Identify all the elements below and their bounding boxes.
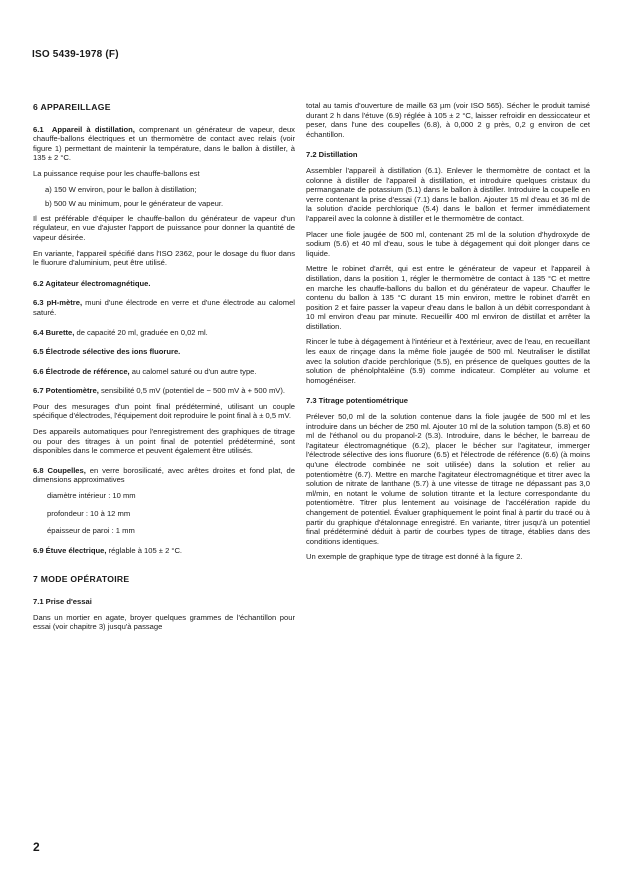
section-6-2: 6.2 Agitateur électromagnétique. <box>33 278 151 288</box>
s72-paragraph-3: Mettre le robinet d'arrêt, qui est entre le générateur de vapeur et l'appareil à distillation, dans la position 1, régler le thermomètre de contact à 135 °C et mettre en marche les chauffe-ballons du ballon et du générateur de vapeur. Chauffer le contenu du ballon à 135 °C durant 15 min environ, mettre le robinet d'arrêt en position 2 et faire passer la vapeur d'eau dans le ballon à un débit correspondant à 10 ml environ d'eau par minute. Recueillir 400 ml environ de distillat et arrêter la distillation. <box>306 264 590 331</box>
s68-heading: 6.8 Coupelles, <box>33 465 86 475</box>
s63-body: muni d'une électrode en verre et d'une électrode au calomel saturé. <box>33 298 295 317</box>
document-id: ISO 5439-1978 (F) <box>32 49 119 60</box>
s61-body: comprenant un générateur de vapeur, deux chauffe-ballons électriques et un thermomètre de contact avec relais (voir figure 1) permettant de maintenir la température, dans le ballon à distiller, à 135 ± 2 °C. <box>33 124 295 163</box>
s69-body: réglable à 105 ± 2 °C. <box>106 545 183 555</box>
dimension-diameter: diamètre intérieur : 10 mm <box>47 491 136 501</box>
continued-paragraph: total au tamis d'ouverture de maille 63 µm (voir ISO 565). Sécher le produit tamisé durant 2 h dans l'étuve (6.9) réglée à 105 ± 2 °C, laisser refroidir en dessiccateur et peser, dans l'une des coupelles (6.8), à 0,000 2 g près, 0,2 g environ de cet échantillon. <box>306 101 590 139</box>
s73-paragraph-2: Un exemple de graphique type de titrage est donné à la figure 2. <box>306 552 523 562</box>
s61-number: 6.1 <box>33 124 44 134</box>
section-6-7 <box>33 386 295 396</box>
s61-heading: Appareil à distillation, <box>51 124 135 134</box>
section-7-2-title: 7.2 Distillation <box>306 150 358 160</box>
section-6-4 <box>33 328 295 338</box>
power-item-b: b) 500 W au minimum, pour le générateur de vapeur. <box>45 199 224 209</box>
s72-paragraph-1: Assembler l'appareil à distillation (6.1). Enlever le thermomètre de contact et la colonne à distiller de l'appareil à distillation, et introduire quelques cristaux du permanganate de potassium (5.1) dans le ballon à distiller. Introduire la coupelle en verre contenant la prise d'essai (7.1) dans le ballon. Ajouter 15 ml d'eau et 36 ml de la solution d'acide perchlorique (5.4) dans le ballon et fermer immédiatement l'appareil avec la colonne à distiller et le thermomètre de contact. <box>306 165 590 223</box>
right-column <box>306 101 590 568</box>
section-7-1-body: Dans un mortier en agate, broyer quelques grammes de l'échantillon pour essai (voir chapitre 3) jusqu'à passage <box>33 612 295 632</box>
section-6-9 <box>33 546 295 556</box>
section-6-6 <box>33 367 295 377</box>
section-7-title: 7 MODE OPÉRATOIRE <box>33 574 130 585</box>
s67-heading: 6.7 Potentiomètre, <box>33 386 99 396</box>
s67-paragraph-3: Des appareils automatiques pour l'enregistrement des graphiques de titrage ou pour des titrages à un point final de potentiel prédéterminé, sont disponibles dans le commerce et peuvent également être utilisés. <box>33 427 295 456</box>
s69-heading: 6.9 Étuve électrique, <box>33 545 107 555</box>
preference-paragraph: Il est préférable d'équiper le chauffe-ballon du générateur de vapeur d'un régulateur, en vue d'ajuster l'apport de puissance pour donner la quantité de vapeur désirée. <box>33 213 295 242</box>
left-column <box>33 103 295 638</box>
section-6-title: 6 APPAREILLAGE <box>33 102 111 112</box>
section-6-1 <box>33 125 295 163</box>
s73-paragraph-1: Prélever 50,0 ml de la solution contenue dans la fiole jaugée de 500 ml et les introduire dans un bécher de 250 ml. Ajouter 10 ml de la solution tampon (5.8) et 60 ml de l'éthanol ou du propanol-2 (5.3). Introduire, dans le bécher, le barreau de l'agitateur électromagnétique (6.2), placer le bécher sur l'agitateur, immerger l'électrode sélective des ions fluorure (6.5) et l'électrode de référence (6.6) (à moins qu'une électrode combinée ne soit utilisée) dans la solution et relier au potentiomètre (6.7). Mettre en marche l'agitateur électromagnétique et titrer avec la solution de nitrate de lanthane (5.7) à une vitesse de titrage ne dépassant pas 3,0 ml/min, en notant le volume de solution titrante et la lecture correspondante du potentiomètre. Titrer plus lentement au voisinage de l'accélération rapide du changement de potentiel. Évaluer graphiquement le point final à partir du tracé ou à partir du graphique d'étalonnage enregistré. En variante, titrer jusqu'à un potentiel final prédéterminé déduit à partir de courbes types de titrage, établies dans des conditions identiques. <box>306 412 590 546</box>
variant-paragraph: En variante, l'appareil spécifié dans l'ISO 2362, pour le dosage du fluor dans le fluorure d'aluminium, peut être utilisé. <box>33 248 295 268</box>
s66-body: au calomel saturé ou d'un autre type. <box>129 366 257 376</box>
s68-body: en verre borosilicaté, avec arêtes droites et fond plat, de dimensions approximatives <box>33 465 295 485</box>
section-7-3-title: 7.3 Titrage potentiométrique <box>306 396 408 406</box>
s67-paragraph-2: Pour des mesurages d'un point final prédéterminé, utilisant un couple spécifique d'électrodes, l'équipement doit reproduire le point final à ± 0,5 mV. <box>33 401 295 421</box>
s72-paragraph-2: Placer une fiole jaugée de 500 ml, contenant 25 ml de la solution d'hydroxyde de sodium (5.6) et 40 ml d'eau, sous le tube à dégagement qui doit plonger dans ce liquide. <box>306 229 590 258</box>
section-6-8 <box>33 466 295 485</box>
s64-body: de capacité 20 ml, graduée en 0,02 ml. <box>74 327 208 337</box>
section-6-3 <box>33 298 295 317</box>
power-intro: La puissance requise pour les chauffe-ballons est <box>33 168 200 178</box>
s72-paragraph-4: Rincer le tube à dégagement à l'intérieur et à l'extérieur, avec de l'eau, en recueillant les eaux de rinçage dans la même fiole jaugée de 500 ml. Neutraliser le distillat avec la solution d'acide perchlorique (5.5), en présence de quelques gouttes de la solution de phénolphtaléine (5.9) comme indicateur. Compléter au volume et homogénéiser. <box>306 337 590 385</box>
page-number: 2 <box>33 840 40 854</box>
dimension-depth: profondeur : 10 à 12 mm <box>47 508 131 518</box>
s66-heading: 6.6 Électrode de référence, <box>33 366 130 376</box>
section-6-5: 6.5 Électrode sélective des ions fluorure. <box>33 347 181 357</box>
s67-body: sensibilité 0,5 mV (potentiel de − 500 mV à + 500 mV). <box>98 386 285 396</box>
section-7-1-title: 7.1 Prise d'essai <box>33 597 92 606</box>
s64-heading: 6.4 Burette, <box>33 327 75 337</box>
dimension-wall: épaisseur de paroi : 1 mm <box>47 526 135 536</box>
power-item-a: a) 150 W environ, pour le ballon à distillation; <box>45 184 197 194</box>
s63-heading: 6.3 pH-mètre, <box>33 298 83 308</box>
